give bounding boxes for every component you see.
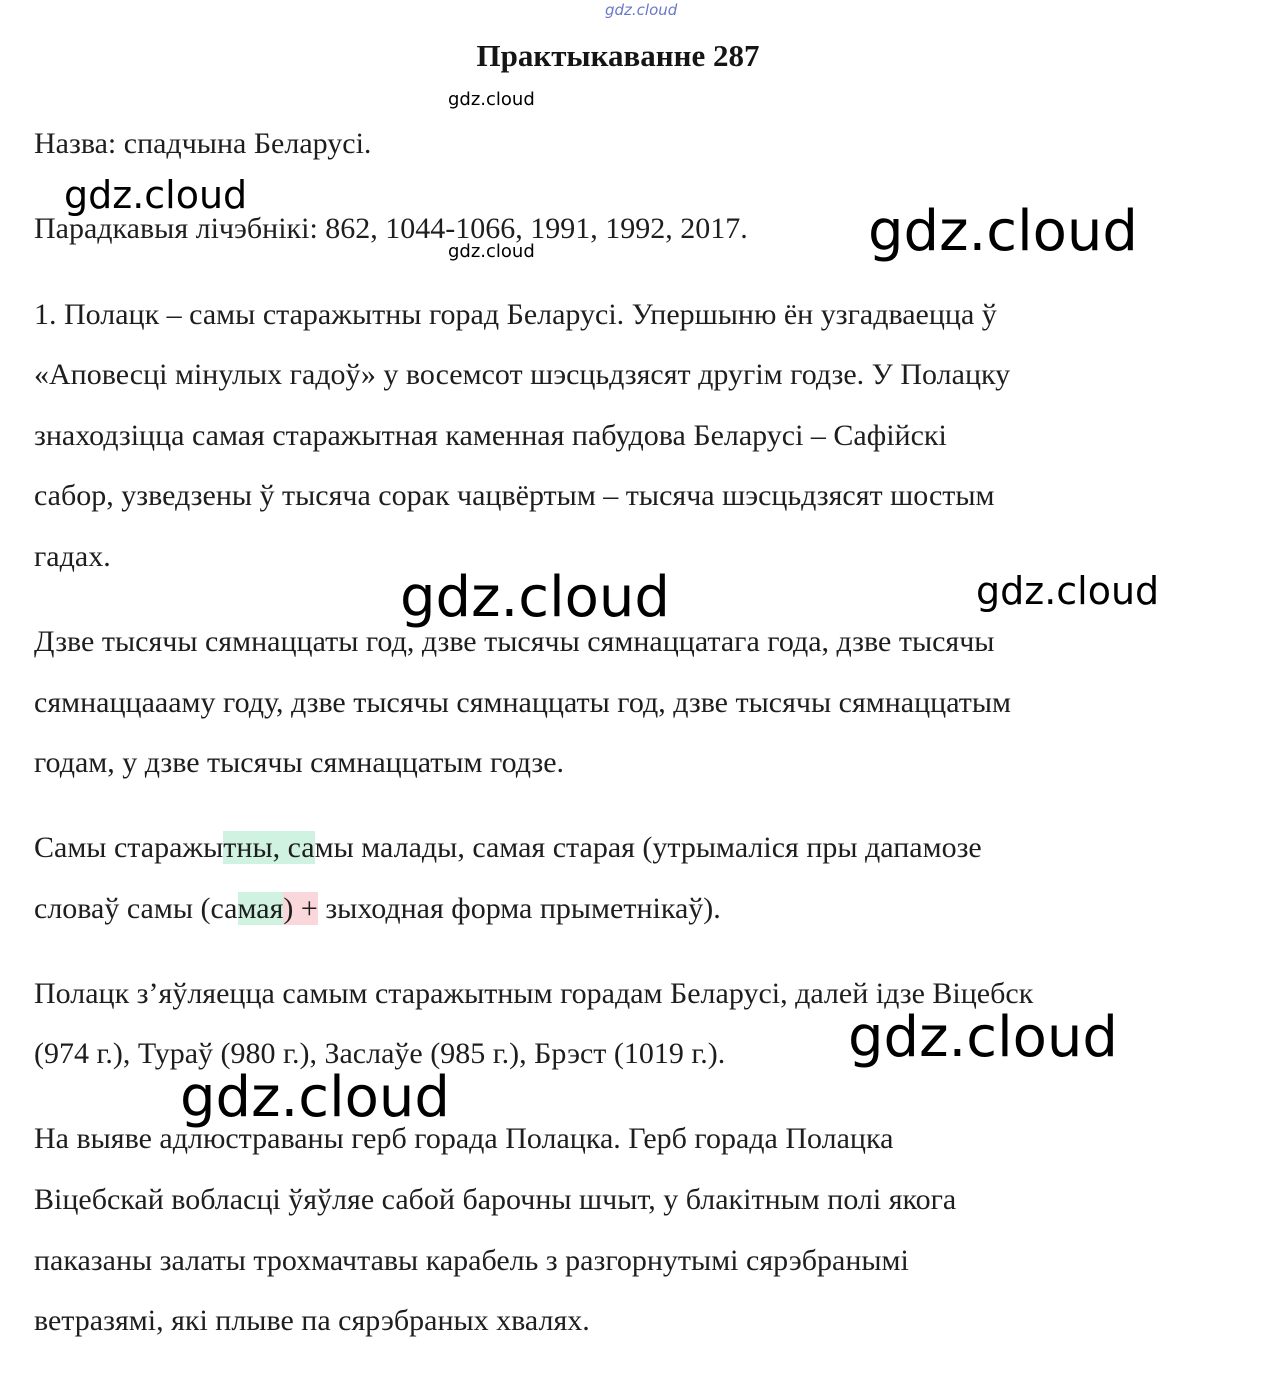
- watermark: gdz.cloud: [848, 1005, 1118, 1070]
- text-span: Самы старажы: [34, 831, 224, 864]
- paragraph-5-line: На выяве адлюстраваны герб горада Полацка. Герб горада Полацка: [34, 1122, 894, 1155]
- watermark: gdz.cloud: [868, 199, 1138, 264]
- watermark: gdz.cloud: [400, 565, 670, 630]
- text-span: словаў самы (са: [34, 892, 238, 925]
- paragraph-5-line: Віцебскай вобласці ўяўляе сабой барочны шчыт, у блакітным полі якога: [34, 1183, 957, 1216]
- paragraph-5-line: паказаны залаты трохмачтавы карабель з разгорнутымі сярэбранымі: [34, 1244, 909, 1277]
- paragraph-4-line: (974 г.), Тураў (980 г.), Заслаўе (985 г.), Брэст (1019 г.).: [34, 1037, 726, 1070]
- watermark: gdz.cloud: [180, 1065, 450, 1130]
- paragraph-1-line: 1. Полацк – самы старажытны горад Беларусі. Упершыню ён узгадваецца ў: [34, 298, 997, 331]
- watermark: gdz.cloud: [605, 1, 678, 19]
- page-title: Практыкаванне 287: [476, 38, 760, 73]
- highlight-red: ) +: [283, 892, 318, 925]
- paragraph-2-line: годам, у дзве тысячы сямнаццатым годзе.: [34, 746, 565, 779]
- paragraph-5-line: ветразямі, які плыве па сярэбраных хвалях.: [34, 1304, 590, 1337]
- highlight-green: тны, са: [223, 831, 315, 864]
- paragraph-1-line: знаходзіцца самая старажытная каменная пабудова Беларусі – Сафійскі: [34, 419, 947, 452]
- watermark: gdz.cloud: [976, 569, 1160, 613]
- paragraph-3-line: [34, 894, 721, 924]
- paragraph-1-line: гадах.: [34, 540, 111, 573]
- text-span: зыходная форма прыметнікаў).: [317, 892, 721, 925]
- paragraph-1-line: сабор, узведзены ў тысяча сорак чацвёртым – тысяча шэсцьдзясят шостым: [34, 479, 995, 512]
- paragraph-2-line: Дзве тысячы сямнаццаты год, дзве тысячы сямнаццатага года, дзве тысячы: [34, 625, 995, 658]
- paragraph-4-line: Полацк з’яўляецца самым старажытным горадам Беларусі, далей ідзе Віцебск: [34, 977, 1034, 1010]
- paragraph-2-line: сямнаццаааму году, дзве тысячы сямнаццаты год, дзве тысячы сямнаццатым: [34, 686, 1011, 719]
- text-span: мы малады, самая старая (утрымаліся пры дапамозе: [314, 831, 982, 864]
- paragraph-1-line: «Аповесці мінулых гадоў» у восемсот шэсцьдзясят другім годзе. У Полацку: [34, 358, 1011, 391]
- highlight-green: мая: [237, 892, 284, 925]
- watermark: gdz.cloud: [448, 241, 535, 262]
- watermark: gdz.cloud: [64, 173, 248, 217]
- paragraph-3-line: [34, 833, 982, 863]
- ordinals-line: Парадкавыя лічэбнікі: 862, 1044-1066, 1991, 1992, 2017.: [34, 212, 748, 245]
- heading-name: Назва: спадчына Беларусі.: [34, 127, 372, 160]
- watermark: gdz.cloud: [448, 89, 535, 110]
